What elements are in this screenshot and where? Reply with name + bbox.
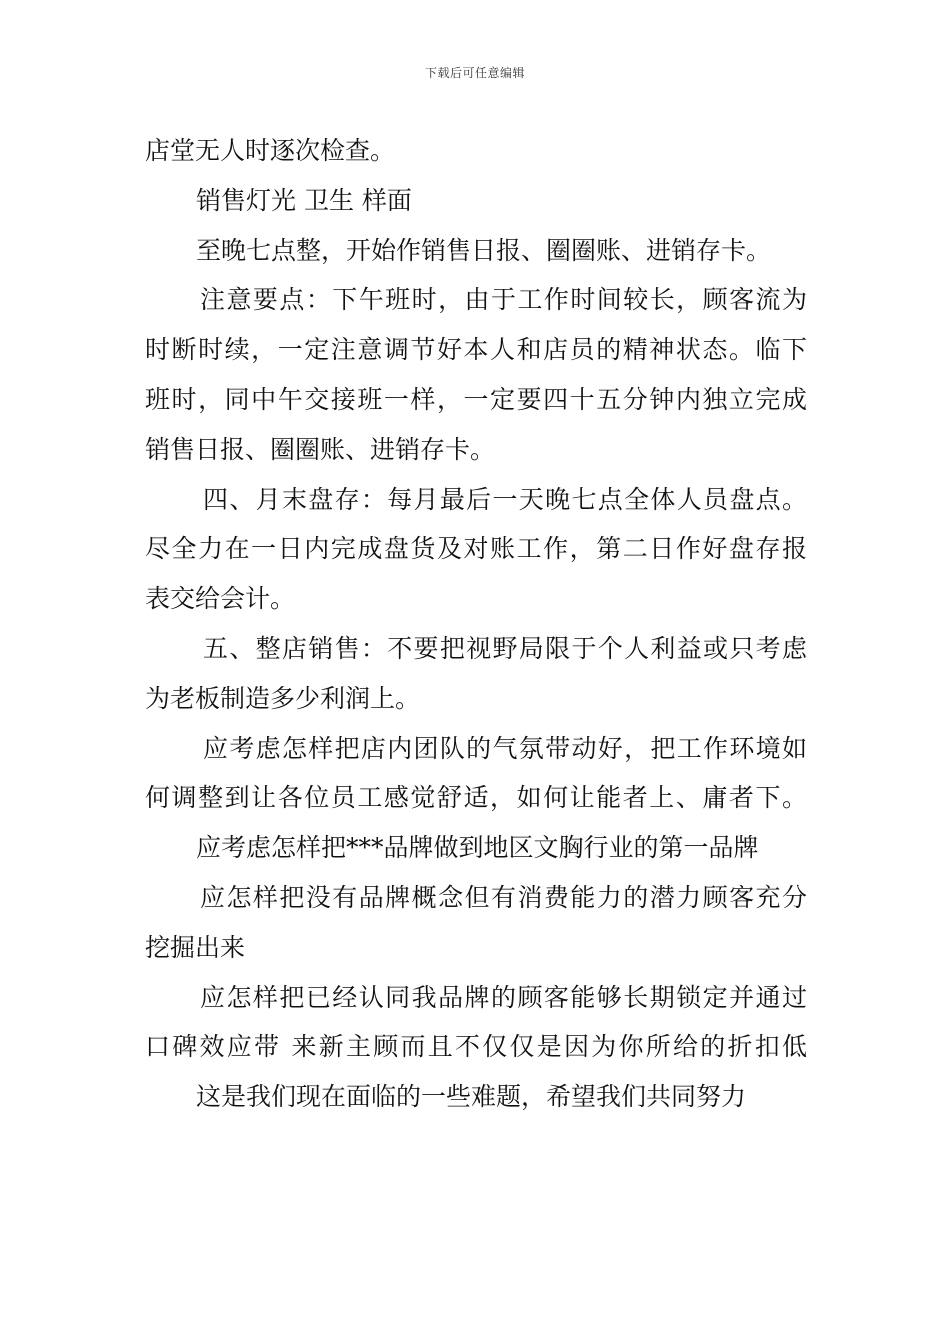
text-line: 时断时续，一定注意调节好本人和店员的精神状态。临下 [145,335,807,365]
text-line: 销售灯光 卫生 样面 [196,185,412,215]
text-line: 五、整店销售：不要把视野局限于个人利益或只考虑 [203,633,807,663]
text-line: 应怎样把已经认同我品牌的顾客能够长期锁定并通过 [200,982,807,1012]
text-line: 口碑效应带 来新主顾而且不仅仅是因为你所给的折扣低 [145,1032,807,1062]
text-line: 尽全力在一日内完成盘货及对账工作，第二日作好盘存报 [145,534,807,564]
text-line: 至晚七点整，开始作销售日报、圈圈账、进销存卡。 [196,235,772,265]
text-line: 挖掘出来 [145,932,246,962]
text-line: 表交给会计。 [145,584,296,614]
text-line: 应考虑怎样把***品牌做到地区文胸行业的第一品牌 [196,833,759,863]
text-line: 应怎样把没有品牌概念但有消费能力的潜力顾客充分 [200,882,807,912]
text-line: 店堂无人时逐次检查。 [145,136,396,165]
page-header-note: 下载后可任意编辑 [424,66,525,80]
text-line: 销售日报、圈圈账、进销存卡。 [145,434,496,464]
document-body [145,126,807,1122]
text-line: 注意要点：下午班时，由于工作时间较长，顾客流为 [200,285,807,315]
text-line: 为老板制造多少利润上。 [145,683,421,713]
text-line: 班时，同中午交接班一样，一定要四十五分钟内独立完成 [145,384,807,414]
text-line: 这是我们现在面临的一些难题，希望我们共同努力 [196,1082,747,1112]
text-line: 何调整到让各位员工感觉舒适，如何让能者上、庸者下。 [145,783,807,813]
text-line: 应考虑怎样把店内团队的气氛带动好，把工作环境如 [203,733,807,763]
text-line: 四、月末盘存：每月最后一天晚七点全体人员盘点。 [203,484,807,514]
